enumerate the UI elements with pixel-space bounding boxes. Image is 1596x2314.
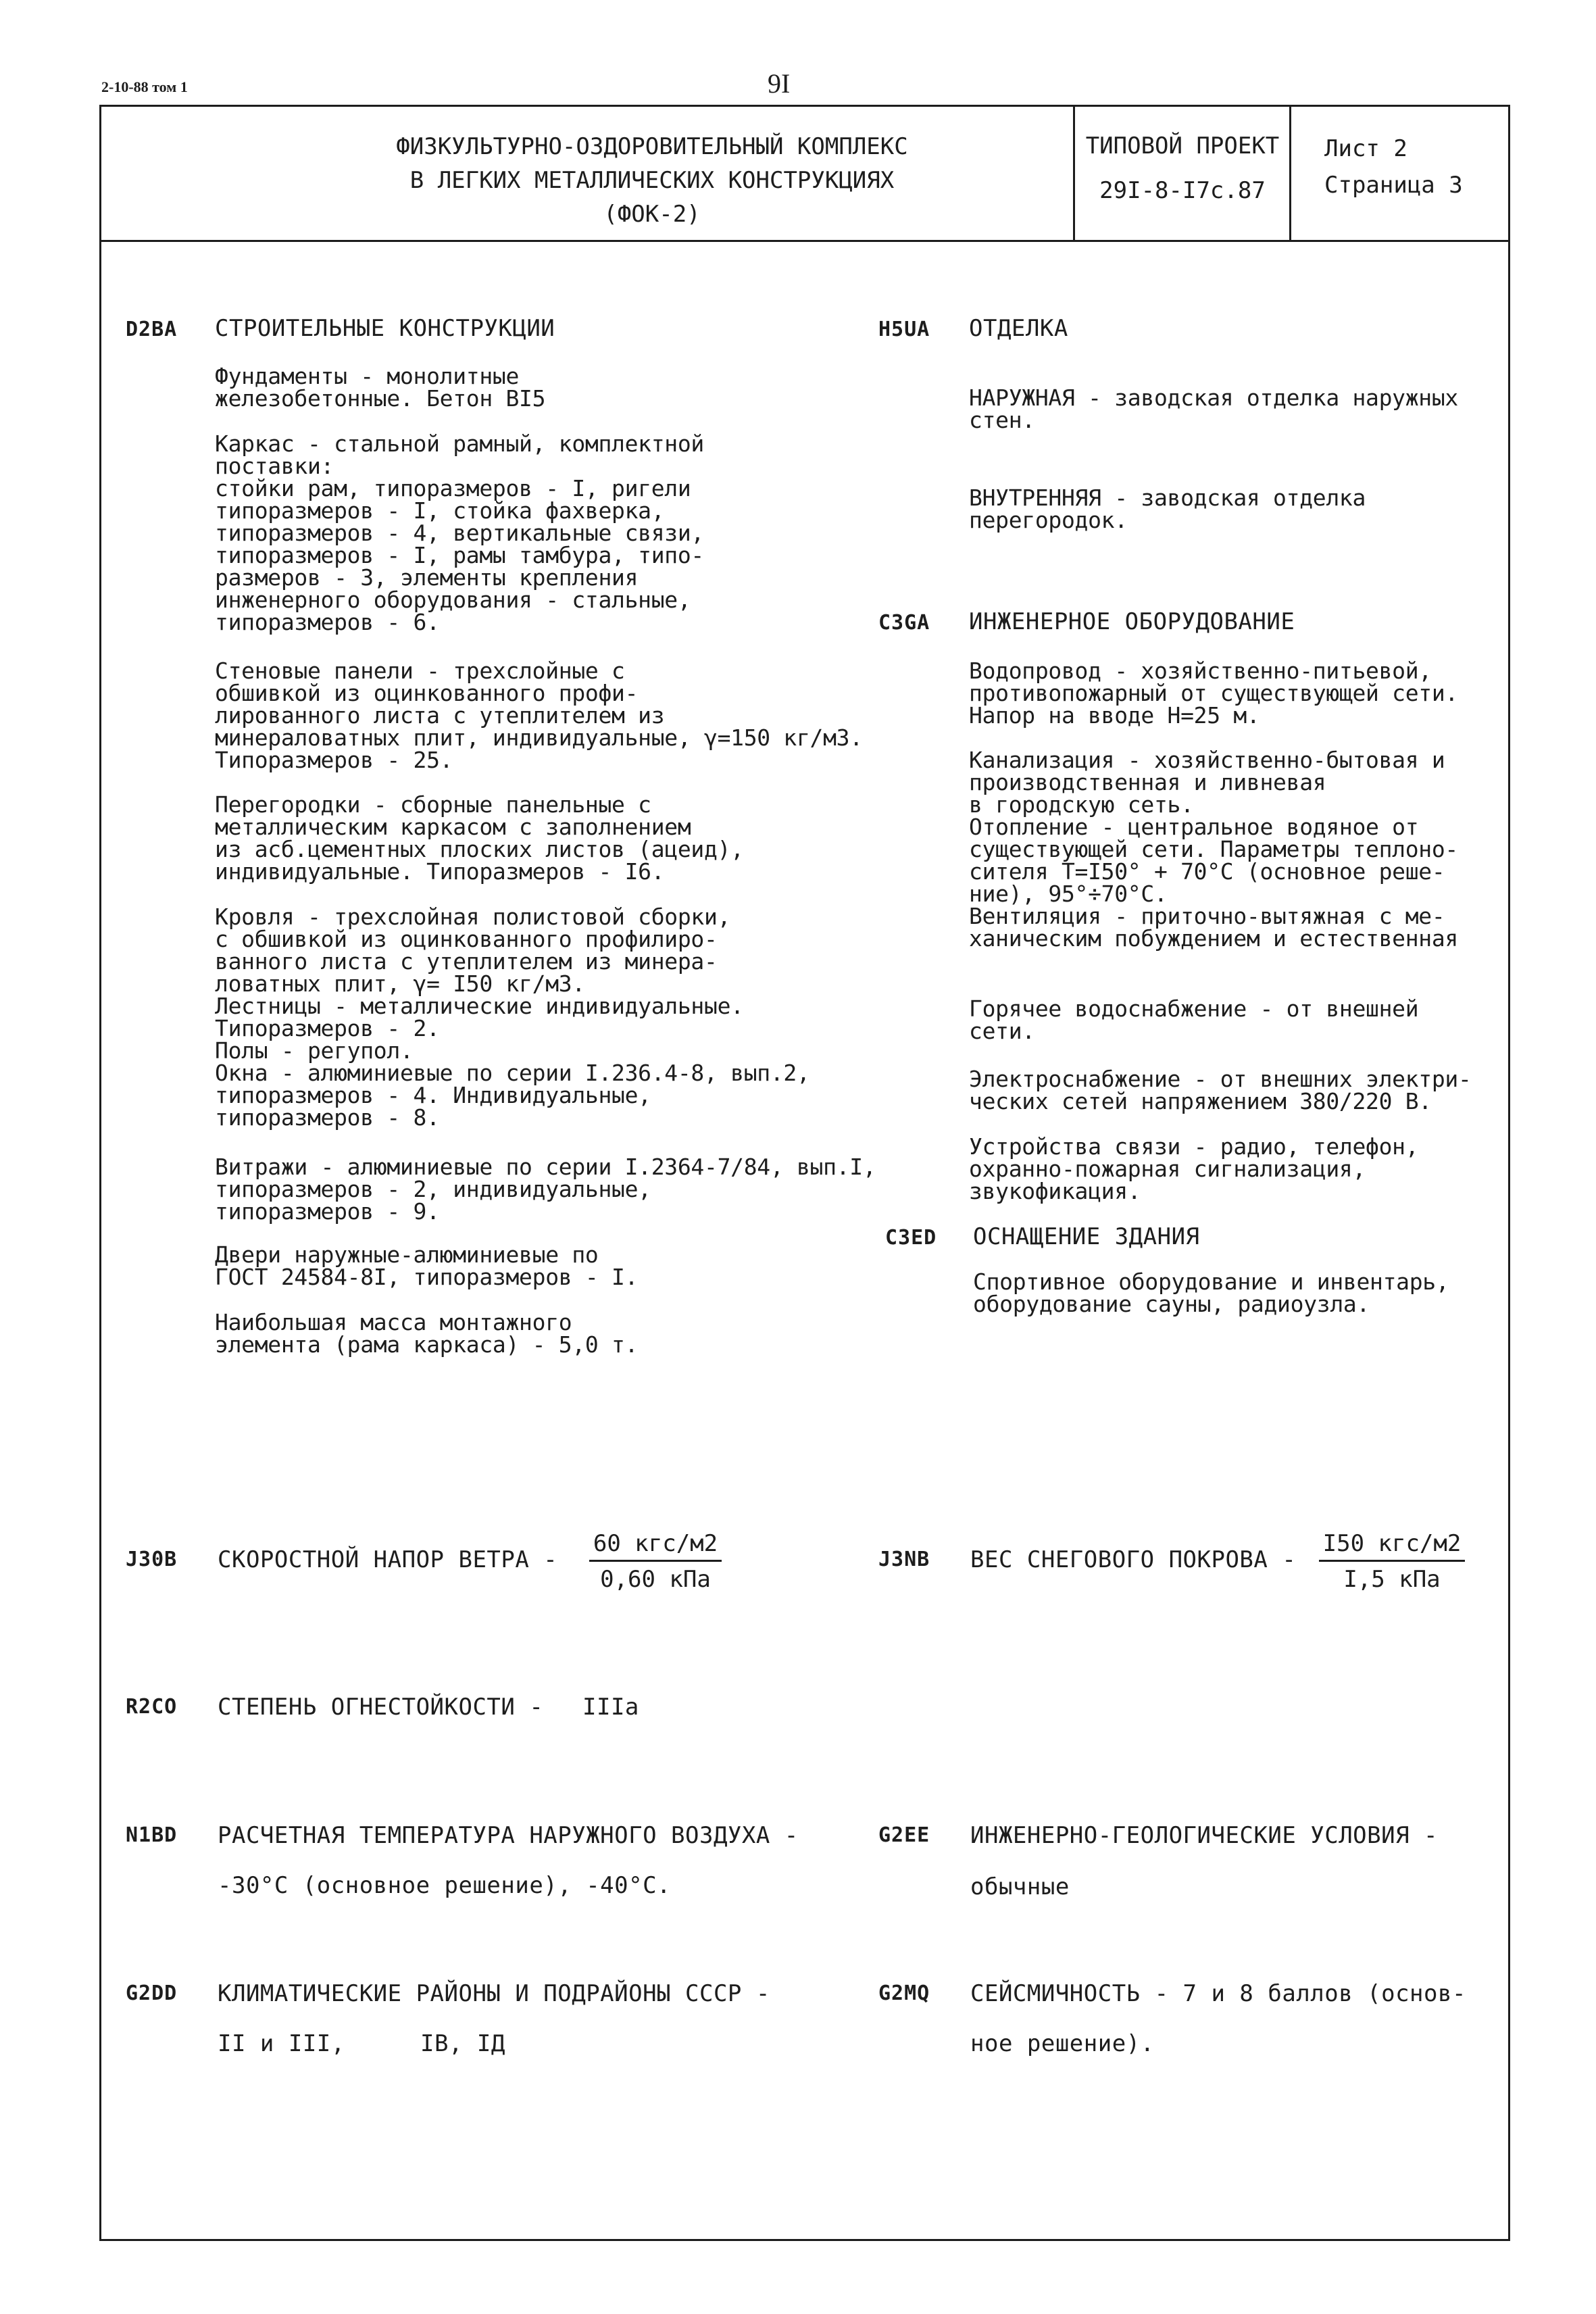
para-communications: Устройства связи - радио, телефон, охранно-пожарная сигнализация, звукофикация. [969,1133,1419,1204]
wind-value-kpa: 0,60 кПа [600,1566,711,1593]
title-line-2: В ЛЕГКИХ МЕТАЛЛИЧЕСКИХ КОНСТРУКЦИЯХ [409,167,895,194]
fire-value: IIIа [582,1694,639,1721]
wind-fraction [574,1530,737,1593]
climate-label: КЛИМАТИЧЕСКИЕ РАЙОНЫ И ПОДРАЙОНЫ СССР - [218,1980,770,2007]
code-n1bd: N1BD [126,1823,178,1847]
para-interior-finish: ВНУТРЕННЯЯ - заводская отделка перегородок. [969,485,1366,533]
code-h5ua: H5UA [878,318,930,341]
code-c3ga: C3GA [878,611,930,635]
temperature-value: -30°С (основное решение), -40°С. [218,1872,672,1899]
para-sports-equipment: Спортивное оборудование и инвентарь, оборудование сауны, радиоузла. [973,1269,1449,1317]
seismic-label: СЕЙСМИЧНОСТЬ - 7 и 8 баллов (основ- [970,1980,1466,2007]
geology-label: ИНЖЕНЕРНО-ГЕОЛОГИЧЕСКИЕ УСЛОВИЯ - [970,1822,1439,1849]
climate-value-1: II и III, [218,2030,345,2057]
project-type: ТИПОВОЙ ПРОЕКТ [1085,132,1280,159]
code-j3nb: J3NB [878,1548,930,1571]
heading-finish: ОТДЕЛКА [969,315,1068,342]
heading-structures: СТРОИТЕЛЬНЫЕ КОНСТРУКЦИИ [215,315,555,342]
para-stained-glass: Витражи - алюминиевые по серии I.2364-7/84, вып.I, типоразмеров - 2, индивидуальные, типоразмеров - 9. [215,1154,876,1225]
code-g2ee: G2EE [878,1823,930,1847]
code-d2ba: D2BA [126,318,178,341]
para-power-supply: Электроснабжение - от внешних электри- ческих сетей напряжением 380/220 В. [969,1066,1472,1114]
project-number: 29I-8-I7с.87 [1099,177,1266,204]
code-c3ed: C3ED [885,1226,937,1250]
wind-value-kgs: 60 кгс/м2 [589,1530,722,1562]
para-exterior-finish: НАРУЖНАЯ - заводская отделка наружных стен. [969,385,1459,433]
para-water-supply: Водопровод - хозяйственно-питьевой, противопожарный от существующей сети. Напор на вводе Н=25 м. [969,658,1459,729]
series-label: 2-10-88 том 1 [101,78,188,95]
temperature-label: РАСЧЕТНАЯ ТЕМПЕРАТУРА НАРУЖНОГО ВОЗДУХА - [218,1822,799,1849]
para-max-mass: Наибольшая масса монтажного элемента (рама каркаса) - 5,0 т. [215,1309,639,1358]
snow-label: ВЕС СНЕГОВОГО ПОКРОВА - [970,1546,1297,1573]
climate-value-2: IВ, IД [420,2030,505,2057]
para-partitions: Перегородки - сборные панельные с металлическим каркасом с заполнением из асб.цементных плоских листов (ацеид), индивидуальные. Типоразмеров - I6. [215,791,744,885]
wind-label: СКОРОСТНОЙ НАПОР ВЕТРА - [218,1546,558,1573]
sheet-number: Лист 2 [1324,135,1407,162]
heading-engineering: ИНЖЕНЕРНОЕ ОБОРУДОВАНИЕ [969,608,1295,635]
title-line-1: ФИЗКУЛЬТУРНО-ОЗДОРОВИТЕЛЬНЫЙ КОМПЛЕКС [396,133,908,160]
seismic-value: ное решение). [970,2030,1155,2057]
para-wall-panels: Стеновые панели - трехслойные с обшивкой из оцинкованного профи- лированного листа с утеплителем из минераловатных плит, индивидуальные, γ=150 кг/м3. Типоразмеров - 25. [215,658,863,773]
para-hot-water: Горячее водоснабжение - от внешней сети. [969,995,1419,1044]
para-roof-stairs-windows: Кровля - трехслойная полистовой сборки, с обшивкой из оцинкованного профилиро- ванного листа с утеплителем из минера- ловатных плит, γ= I50 кг/м3. Лестницы - металлические индивидуальные. Типоразмеров - 2. Полы - регупол. Окна - алюминиевые по серии I.236.4-8, вып.2, типоразмеров - 4. Индивидуальные, типоразмеров - 8. [215,904,810,1131]
code-j30b: J30B [126,1548,178,1571]
para-doors: Двери наружные-алюминиевые по ГОСТ 24584-8I, типоразмеров - I. [215,1241,639,1290]
snow-value-kpa: I,5 кПа [1343,1566,1441,1593]
heading-equipment: ОСНАЩЕНИЕ ЗДАНИЯ [973,1223,1200,1250]
document-title [270,130,1034,231]
snow-fraction [1311,1530,1473,1593]
geology-value: обычные [970,1873,1070,1900]
code-r2co: R2CO [126,1695,178,1719]
title-line-3: (ФОК-2) [603,201,701,228]
code-g2dd: G2DD [126,1981,178,2005]
header-vline-2 [1289,105,1291,242]
page-number: 9I [768,68,791,99]
code-g2mq: G2MQ [878,1981,930,2005]
header-divider [99,240,1508,242]
para-frame: Каркас - стальной рамный, комплектной поставки: стойки рам, типоразмеров - I, ригели типоразмеров - I, стойка фахверка, типоразмеров - 4, вертикальные связи, типоразмеров - I, рамы тамбура, типо- размеров - 3, элементы крепления инженерного оборудования - стальные, типоразмеров - 6. [215,430,705,635]
para-sewerage-heating-ventilation: Канализация - хозяйственно-бытовая и производственная и ливневая в городскую сеть. Отопление - центральное водяное от существующей сети. Параметры теплоно- сителя Т=I50° + 70°С (основное реше- ние), 95°÷70°С. Вентиляция - приточно-вытяжная с ме- ханическим побуждением и естественная [969,747,1459,952]
page-label: Страница 3 [1324,172,1463,199]
snow-value-kgs: I50 кгс/м2 [1319,1530,1466,1562]
fire-label: СТЕПЕНЬ ОГНЕСТОЙКОСТИ - [218,1694,544,1721]
para-foundations: Фундаменты - монолитные железобетонные. Бетон BI5 [215,363,546,412]
header-vline-1 [1073,105,1075,242]
